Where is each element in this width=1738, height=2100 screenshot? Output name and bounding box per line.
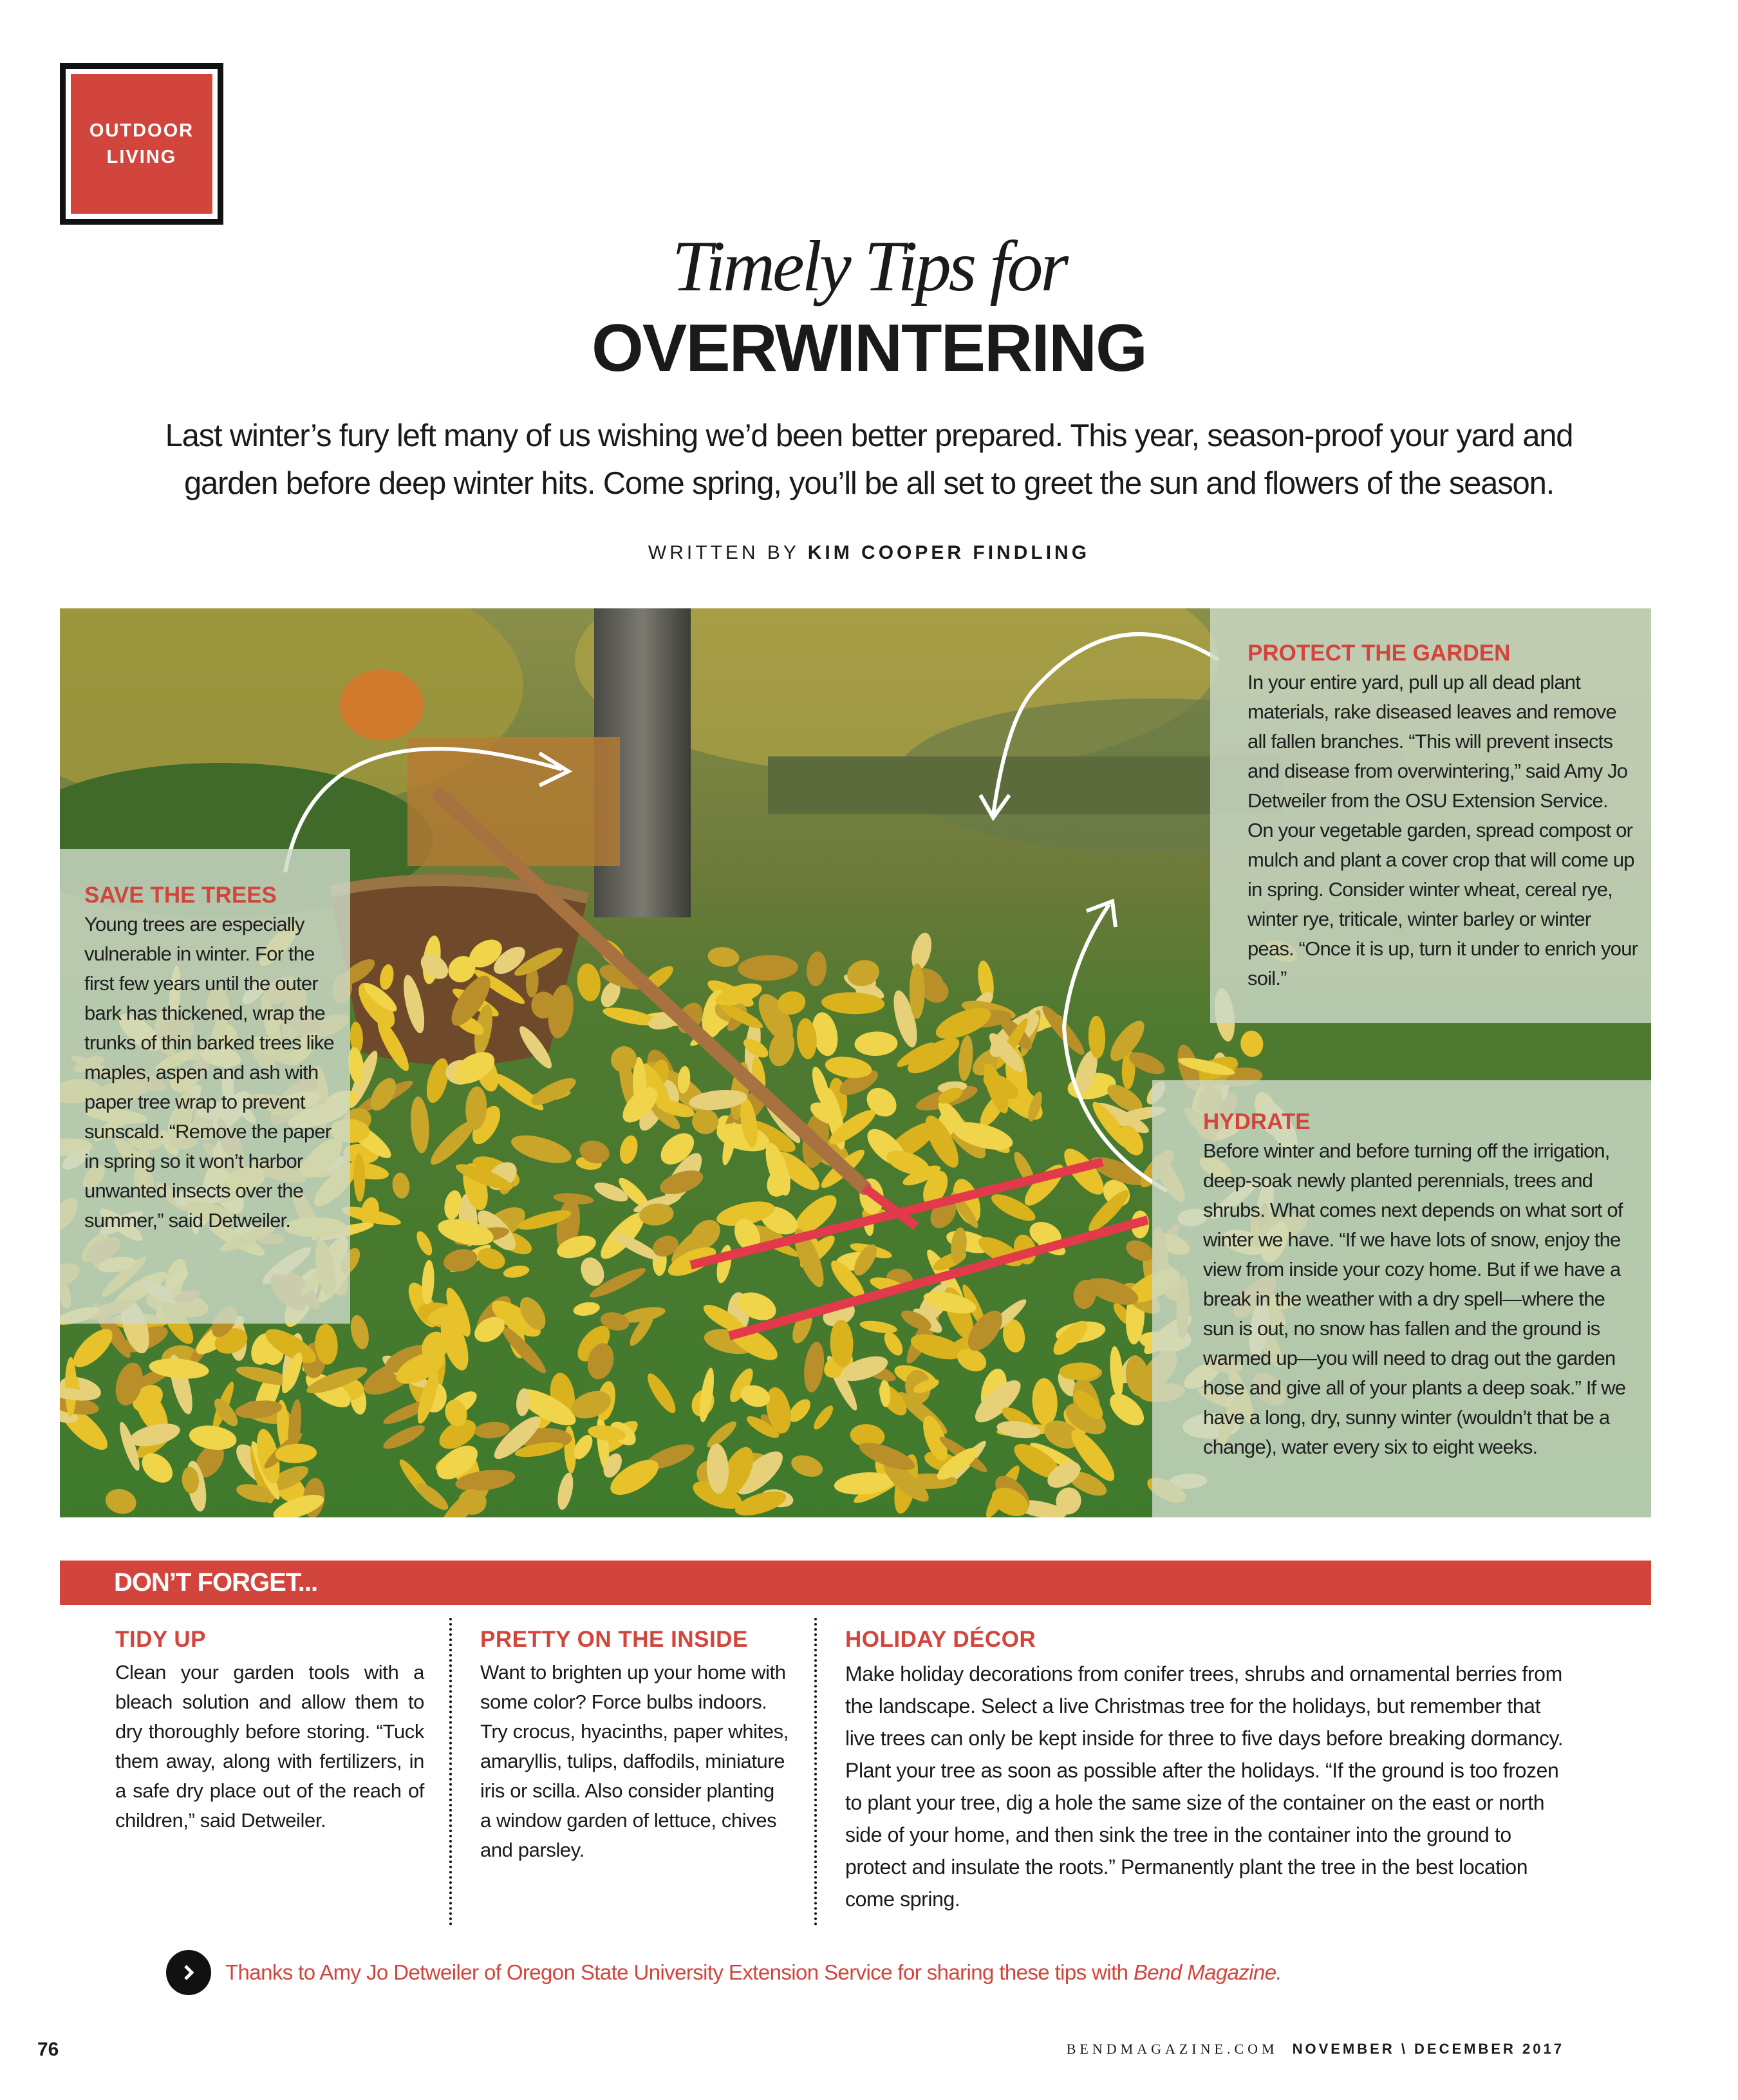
tip-body: In your entire yard, pull up all dead plant materials, rake diseased leaves and remove all fallen branches. “This will prevent insects and disease from overwintering,” said Amy Jo Detweiler from the OSU Extension Service. On your vegetable garden, spread compost or mulch and plant a cover crop that will come up in spring. Consider winter wheat, cereal rye, winter rye, triticale, winter barley or winter peas. “Once it is up, turn it under to enrich your soil.” bbox=[1247, 671, 1638, 989]
column-holiday-decor bbox=[845, 1627, 1569, 1915]
column-heading: HOLIDAY DÉCOR bbox=[845, 1627, 1036, 1652]
thanks-note bbox=[166, 1950, 1282, 1995]
tip-protect-the-garden bbox=[1210, 608, 1651, 1023]
column-body: Clean your garden tools with a bleach solution and allow them to dry thoroughly before storing. “Tuck them away, along with fertilizers, in a safe dry place out of the reach of children,” said Detweiler. bbox=[115, 1661, 424, 1832]
title-script: Timely Tips for bbox=[671, 227, 1067, 306]
tip-body: Young trees are especially vulnerable in winter. For the first few years until the outer bark has thickened, wrap the trunks of thin barked trees like maples, aspen and ash with paper tree wrap to prevent sunscald. “Remove the paper in spring so it won’t harbor unwanted insects over the summer,” said Detweiler. bbox=[84, 913, 334, 1232]
byline-author: KIM COOPER FINDLING bbox=[807, 542, 1090, 563]
column-body: Want to brighten up your home with some color? Force bulbs indoors. Try crocus, hyacinths, paper whites, amaryllis, tulips, daffodils, miniature iris or scilla. Also consider planting a window garden of lettuce, chives and parsley. bbox=[480, 1661, 789, 1861]
column-divider bbox=[449, 1618, 452, 1926]
badge-line-2: LIVING bbox=[106, 146, 177, 167]
column-heading: PRETTY ON THE INSIDE bbox=[480, 1627, 748, 1652]
chevron-right-icon bbox=[166, 1950, 211, 1995]
byline bbox=[0, 542, 1738, 564]
pumpkin bbox=[340, 670, 424, 740]
leaf bbox=[65, 1357, 77, 1417]
footer-issue: NOVEMBER \ DECEMBER 2017 bbox=[1292, 2041, 1564, 2057]
page-title: OVERWINTERING bbox=[592, 311, 1146, 386]
column-body: Make holiday decorations from conifer trees, shrubs and ornamental berries from the landscape. Select a live Christmas tree for the holidays, but remember that live trees can only be kept inside for three to five days before breaking dormancy. Plant your tree as soon as possible after the holidays. “If the ground is too frozen to plant your tree, dig a hole the same size of the container on the east or north side of your home, and then sink the tree in the container into the ground to protect and insulate the roots.” Permanently plant the tree in the best location come spring. bbox=[845, 1662, 1564, 1911]
tip-hydrate bbox=[1152, 1080, 1651, 1517]
footer-site: BENDMAGAZINE.COM bbox=[1066, 2041, 1278, 2057]
thanks-publication: Bend Magazine. bbox=[1133, 1960, 1282, 1984]
tip-heading: SAVE THE TREES bbox=[84, 883, 277, 908]
tip-body: Before winter and before turning off the irrigation, deep-soak newly planted perennials, trees and shrubs. What comes next depends on what sort of winter we have. “If we have lots of snow, enjoy the view from inside your cozy home. But if we have a break in the weather with a dry spell—where the sun is out, no snow has fallen and the ground is warmed up—you will need to drag out the garden hose and give all of your plants a deep soak.” If we have a long, dry, sunny winter (wouldn’t that be a change), water every six to eight weeks. bbox=[1203, 1139, 1626, 1458]
tip-heading: HYDRATE bbox=[1203, 1109, 1311, 1134]
tip-save-the-trees bbox=[60, 849, 350, 1324]
byline-prefix: WRITTEN BY bbox=[648, 542, 799, 563]
thanks-text: Thanks to Amy Jo Detweiler of Oregon State University Extension Service for sharing these tips with bbox=[225, 1960, 1134, 1984]
column-tidy-up bbox=[115, 1627, 424, 1835]
column-divider bbox=[814, 1618, 817, 1926]
dont-forget-banner: DON’T FORGET... bbox=[60, 1561, 1651, 1605]
page-number: 76 bbox=[37, 2039, 59, 2060]
badge-line-1: OUTDOOR bbox=[89, 120, 194, 141]
column-heading: TIDY UP bbox=[115, 1627, 206, 1652]
section-badge bbox=[60, 63, 223, 225]
dek: Last winter’s fury left many of us wishing we’d been better prepared. This year, season-proof your yard and garden before deep winter hits. Come spring, you’ll be all set to greet the sun and flowers of the season. bbox=[165, 418, 1573, 501]
leaf bbox=[910, 963, 925, 1018]
tip-heading: PROTECT THE GARDEN bbox=[1247, 641, 1511, 666]
footer bbox=[1067, 2041, 1564, 2058]
column-pretty-inside bbox=[480, 1627, 789, 1865]
